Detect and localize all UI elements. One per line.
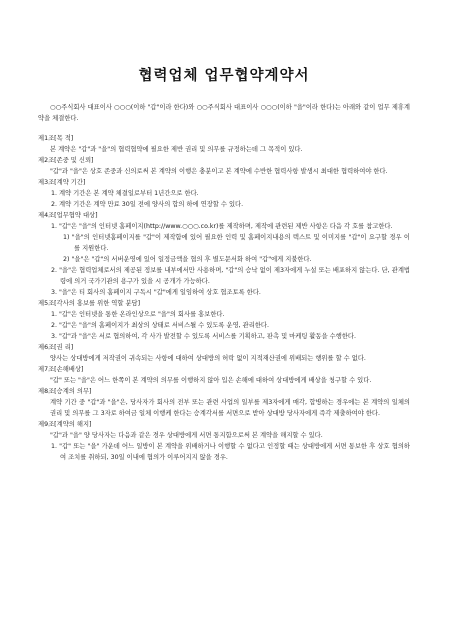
article-2-body: "갑"과 "을"은 상호 존중과 신의로써 본 계약의 이행은 충분이고 본 계약에 수반한 협력사항 발생시 최대한 협력하여야 한다. (50, 168, 388, 175)
article-5-item-1: 1. "갑"은 인터넷을 통한 온라인상으로 "을"의 회사를 홍보한다. (51, 311, 225, 318)
article-7-body: "갑" 또는 "을"은 어느 한쪽이 본 계약의 의무를 이행하지 않아 입은 손해에 대하여 상대방에게 배상을 청구할 수 있다. (50, 377, 372, 384)
article-4-item-2: 2. "을"은 협력업체로서의 제공된 정보를 내부에서만 사용하며, "갑"의 승낙 없이 제3자에게 누설 또는 배포하지 않는다. 단, 관계법령에 의거 국가기관의 용구가 있을 시 공개가 가능하다. (51, 267, 410, 285)
article-9-item-1: 1. "갑" 또는 "을" 가운데 어느 일방이 본 계약을 위배하거나 이행할 수 없다고 인정할 때는 상대방에게 서면 통보한 후 상호 협의하여 조치를 취하되, 30일 이내에 협의가 이루어지지 않을 경우. (51, 443, 410, 461)
article-5-heading: 제5조[각사의 홍보를 위한 역할 분담] (38, 300, 141, 307)
article-5-item-2: 2. "갑"은 "을"의 홈페이지가 최상의 상태로 서비스될 수 있도록 운영, 관리한다. (51, 322, 270, 329)
document-title: 협력업체 업무협약계약서 (138, 68, 310, 84)
intro-paragraph: ○○주식회사 대표이사 ○○○(이하 "갑"이라 한다)와 ○○주식회사 대표이사 ○○○(이하 "을"이라 한다)는 아래와 같이 업무 제휴계약을 체결한다. (38, 104, 410, 122)
article-4-heading: 제4조[업무협약 대상] (38, 212, 98, 219)
article-6-body: 양사는 상대방에게 저작권이 귀속되는 사항에 대하여 상대방의 허락 없이 지적재산권에 위배되는 행위를 할 수 없다. (50, 355, 366, 362)
article-4-subitem-2: 2) "을"은 "갑"의 서버운영에 있어 일정금액을 협의 후 별도문서화 하여 "갑"에게 지불한다. (63, 256, 312, 263)
article-4-item-1: 1. "갑"은 "을"의 인터넷 홈페이지(http://www.○○○.co.kr)를 제작하며, 제작에 관련된 제반 사항은 다음 각 호를 참고한다. (51, 223, 393, 230)
article-8-body: 계약 기간 중 "갑"과 "을"은, 당사자가 회사의 전부 또는 관련 사업의 일부를 제3자에게 매각, 합병하는 경우에는 본 계약의 일체의 권리 및 의무를 그 3자로 하여금 일체 이행케 한다는 승계각서를 서면으로 받아 상대방 당사자에게 즉각 제출하여야 한다. (50, 399, 410, 417)
article-9-heading: 제9조[계약의 해지] (38, 421, 92, 428)
article-6-heading: 제6조[권 리] (38, 344, 74, 351)
article-7-heading: 제7조[손해배상] (38, 366, 84, 373)
article-8-heading: 제8조[승계의 의무] (38, 388, 92, 395)
article-3-item-1: 1. 계약 기간은 본 계약 체결일로부터 1년간으로 한다. (51, 190, 199, 197)
article-3-item-2: 2. 계약 기간은 계약 만료 30일 전에 양사의 합의 하에 연장할 수 있다. (51, 201, 244, 208)
article-4-item-3: 3. "을"은 티 회사의 홈페이지 구독시 "갑"에게 일임하여 상호 협조토록 한다. (51, 289, 261, 296)
article-3-heading: 제3조[계약 기간] (38, 179, 86, 186)
article-9-body: "갑"과 "을" 양 당사자는 다음과 같은 경우 상대방에게 서면 통지함으로써 본 계약을 해지할 수 있다. (50, 432, 323, 439)
article-1-heading: 제1조[목 적] (38, 135, 74, 142)
article-1-body: 본 계약은 "갑"과 "을"의 협력협약에 필요한 제반 권리 및 의무를 규정하는데 그 목적이 있다. (50, 146, 303, 153)
article-2-heading: 제2조[존중 및 신뢰] (38, 157, 94, 164)
article-5-item-3: 3. "갑"과 "을"은 서로 협의하여, 각 사가 발전할 수 있도록 서비스를 기획하고, 판촉 및 마케팅 활동을 수행한다. (51, 333, 357, 340)
article-4-subitem-1: 1) "을"의 인터넷홈페이지를 "갑"이 제작함에 있어 필요한 인력 및 홈페이지내용의 텍스트 및 이미지를 "갑"이 요구할 경우 이를 지원한다. (63, 234, 410, 252)
